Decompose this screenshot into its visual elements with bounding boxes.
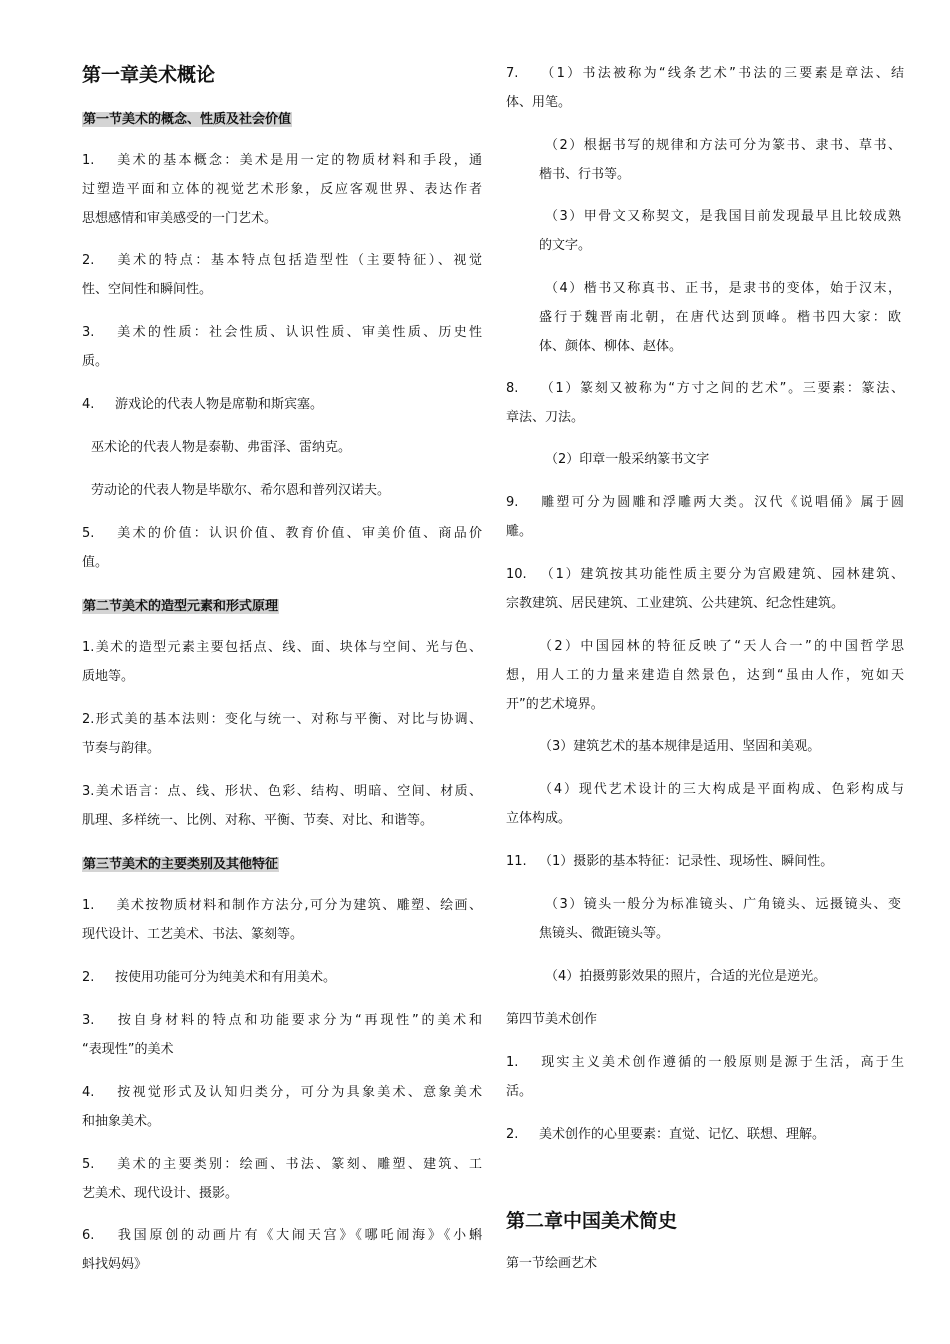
s1-item-4: 4. 游戏论的代表人物是席勒和斯宾塞。	[82, 397, 324, 412]
chapter-2-section-1-title: 第一节绘画艺术	[506, 1256, 598, 1271]
s3-item-4: 4. 按视觉形式及认知归类分，可分为具象美术、意象美术 和抽象美术。	[82, 1085, 482, 1129]
s1-sub-witchcraft: 巫术论的代表人物是泰勒、弗雷泽、雷纳克。	[91, 440, 352, 455]
item-8-sub-2: （2）印章一般采纳篆书文字	[545, 452, 710, 467]
s2-item-1: 1.美术的造型元素主要包括点、线、面、块体与空间、光与色、 质地等。	[82, 640, 482, 684]
s3-item-2: 2. 按使用功能可分为纯美术和有用美术。	[82, 970, 337, 985]
s3-item-3: 3. 按自身材料的特点和功能要求分为“再现性”的美术和 “表现性”的美术	[82, 1013, 482, 1057]
item-11: 11. （1）摄影的基本特征：记录性、现场性、瞬间性。	[506, 854, 834, 869]
item-10: 10. （1）建筑按其功能性质主要分为宫殿建筑、园林建筑、 宗教建筑、居民建筑、工业建筑、公共建筑、纪念性建筑。	[506, 567, 904, 611]
item-8: 8. （1）篆刻又被称为“方寸之间的艺术”。三要素：篆法、 章法、刀法。	[506, 381, 904, 425]
item-7-sub-2: （2）根据书写的规律和方法可分为篆书、隶书、草书、 楷书、行书等。	[539, 138, 901, 182]
s1-item-5: 5. 美术的价值：认识价值、教育价值、审美价值、商品价 值。	[82, 526, 482, 570]
s1-item-3: 3. 美术的性质：社会性质、认识性质、审美性质、历史性 质。	[82, 325, 482, 369]
s2-item-3: 3.美术语言：点、线、形状、色彩、结构、明暗、空间、材质、 肌理、多样统一、比例、对称、平衡、节奏、对比、和谐等。	[82, 784, 482, 828]
s1-sub-labor: 劳动论的代表人物是毕歇尔、希尔恩和普列汉诺夫。	[91, 483, 391, 498]
section-2-title: 第二节美术的造型元素和形式原理	[83, 599, 279, 614]
s4-item-1: 1. 现实主义美术创作遵循的一般原则是源于生活，高于生 活。	[506, 1055, 904, 1099]
section-1-heading	[82, 108, 292, 130]
item-7-sub-4: （4）楷书又称真书、正书，是隶书的变体，始于汉末， 盛行于魏晋南北朝，在唐代达到顶峰。楷书四大家：欧 体、颜体、柳体、赵体。	[539, 281, 901, 354]
section-3-title: 第三节美术的主要类别及其他特征	[83, 857, 279, 872]
s3-item-6: 6. 我国原创的动画片有《大闹天宫》《哪吒闹海》《小蝌 蚪找妈妈》	[82, 1228, 482, 1272]
item-10-sub-4: （4）现代艺术设计的三大构成是平面构成、色彩构成与 立体构成。	[506, 782, 904, 826]
item-11-sub-3: （3）镜头一般分为标准镜头、广角镜头、远摄镜头、变 焦镜头、微距镜头等。	[539, 897, 901, 941]
item-7-sub-3: （3）甲骨文又称契文，是我国目前发现最早且比较成熟 的文字。	[539, 209, 901, 253]
section-1-title: 第一节美术的概念、性质及社会价值	[83, 112, 292, 127]
s4-item-2: 2. 美术创作的心里要素：直觉、记忆、联想、理解。	[506, 1127, 826, 1142]
item-11-sub-4: （4）拍摄剪影效果的照片，合适的光位是逆光。	[545, 969, 827, 984]
item-7: 7. （1）书法被称为“线条艺术”书法的三要素是章法、结 体、用笔。	[506, 66, 904, 110]
s2-item-2: 2.形式美的基本法则：变化与统一、对称与平衡、对比与协调、 节奏与韵律。	[82, 712, 482, 756]
s1-item-2: 2. 美术的特点：基本特点包括造型性（主要特征）、视觉 性、空间性和瞬间性。	[82, 253, 482, 297]
chapter-2-title: 第二章中国美术简史	[506, 1210, 678, 1232]
section-2-heading	[82, 595, 279, 617]
section-3-heading	[82, 853, 279, 875]
item-10-sub-3: （3）建筑艺术的基本规律是适用、坚固和美观。	[539, 739, 821, 754]
s1-item-1: 1. 美术的基本概念：美术是用一定的物质材料和手段，通 过塑造平面和立体的视觉艺术形象，反应客观世界、表达作者 思想感情和审美感受的一门艺术。	[82, 153, 482, 226]
s3-item-1: 1. 美术按物质材料和制作方法分,可分为建筑、雕塑、绘画、 现代设计、工艺美术、书法、篆刻等。	[82, 898, 482, 942]
item-9: 9. 雕塑可分为圆雕和浮雕两大类。汉代《说唱俑》属于圆 雕。	[506, 495, 904, 539]
item-10-sub-2: （2）中国园林的特征反映了“天人合一”的中国哲学思 想，用人工的力量来建造自然景色，达到“虽由人作，宛如天 开”的艺术境界。	[506, 639, 904, 712]
s3-item-5: 5. 美术的主要类别：绘画、书法、篆刻、雕塑、建筑、工 艺美术、现代设计、摄影。	[82, 1157, 482, 1201]
chapter-1-title: 第一章美术概论	[82, 64, 216, 86]
section-4-title: 第四节美术创作	[506, 1012, 598, 1027]
